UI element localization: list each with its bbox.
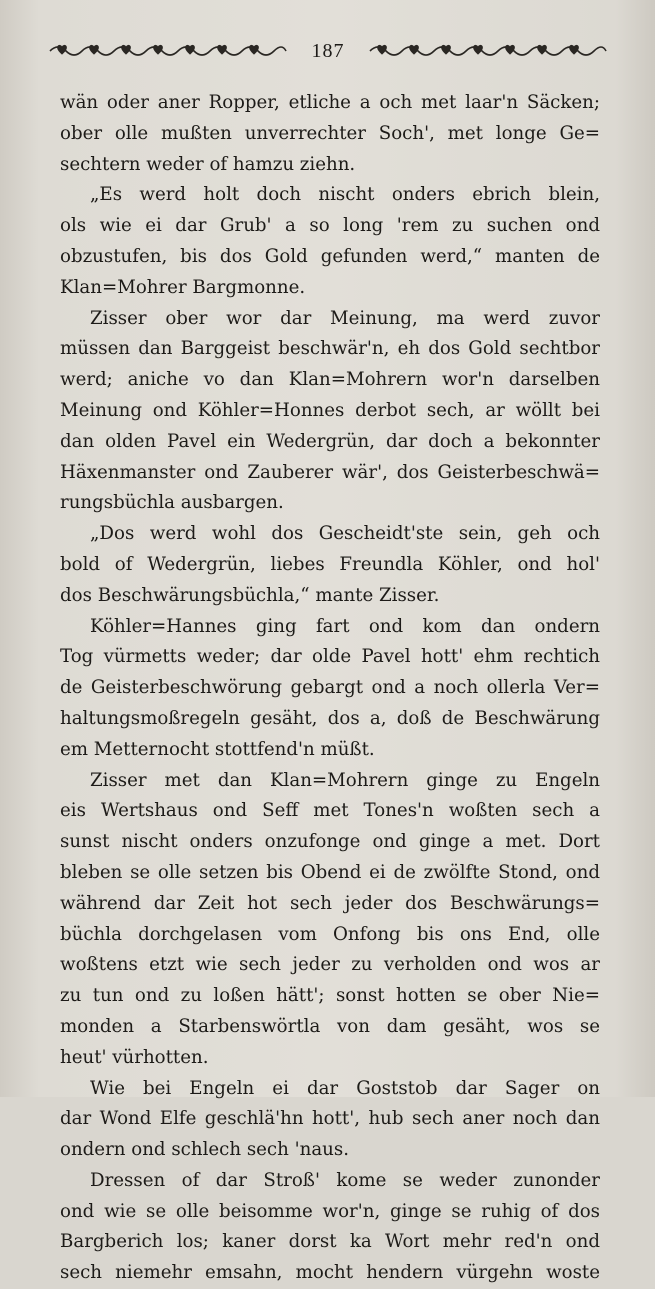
text-line: Dressen of dar Stroß' kome se weder zunonder	[90, 1169, 600, 1191]
text-line: woßtens etzt wie sech jeder zu verholden ond wos ar	[60, 954, 600, 976]
text-line: müssen dan Barggeist beschwär'n, eh dos Gold sechtbor	[60, 338, 600, 360]
text-line: werd; aniche vo dan Klan=Mohrern wor'n darselben	[60, 369, 600, 391]
text-line: sunst nischt onders onzufonge ond ginge a met. Dort	[60, 831, 600, 853]
text-line: ond wie se olle beisomme wor'n, ginge se ruhig of dos	[60, 1200, 600, 1222]
text-line: Tog vürmetts weder; dar olde Pavel hott' ehm rechtich	[60, 646, 600, 668]
page-number: 187	[311, 39, 345, 62]
ornament-right-icon	[368, 41, 608, 61]
text-line: „Dos werd wohl dos Gescheidt'ste sein, geh och	[90, 523, 600, 545]
text-line: Häxenmanster ond Zauberer wär', dos Geisterbeschwä=	[60, 461, 600, 483]
text-line: bold of Wedergrün, liebes Freundla Köhler, ond hol'	[60, 553, 600, 575]
text-line: zu tun ond zu loßen hätt'; sonst hotten se ober Nie=	[60, 985, 600, 1007]
text-line: dos Beschwärungsbüchla,“ mante Zisser.	[60, 584, 440, 606]
text-line: sechtern weder of hamzu ziehn.	[60, 153, 356, 175]
text-line: obzustufen, bis dos Gold gefunden werd,“ manten de	[60, 245, 600, 267]
text-line: Wie bei Engeln ei dar Goststob dar Sager on	[90, 1077, 600, 1099]
text-line: de Geisterbeschwörung gebargt ond a noch ollerla Ver=	[60, 677, 600, 699]
text-line: sech niemehr emsahn, mocht hendern vürgehn woste	[60, 1262, 600, 1284]
text-line: ols wie ei dar Grub' a so long 'rem zu suchen ond	[60, 215, 600, 237]
text-line: Zisser ober wor dar Meinung, ma werd zuvor	[90, 307, 600, 329]
text-line: monden a Starbenswörtla von dam gesäht, wos se	[60, 1015, 600, 1037]
page-header	[48, 36, 608, 66]
text-line: büchla dorchgelasen vom Onfong bis ons End, olle	[60, 923, 600, 945]
text-line: eis Wertshaus ond Seff met Tones'n woßten sech a	[60, 800, 600, 822]
text-line: rungsbüchla ausbargen.	[60, 492, 284, 514]
text-line: dan olden Pavel ein Wedergrün, dar doch a bekonnter	[60, 430, 600, 452]
ornament-left-icon	[48, 41, 288, 61]
text-line: Zisser met dan Klan=Mohrern ginge zu Engeln	[90, 769, 600, 791]
text-line: dar Wond Elfe geschlä'hn hott', hub sech aner noch dan	[60, 1108, 600, 1130]
text-line: „Es werd holt doch nischt onders ebrich blein,	[90, 184, 600, 206]
text-line: heut' vürhotten.	[60, 1046, 209, 1068]
text-line: em Metternocht stottfend'n müßt.	[60, 738, 375, 760]
text-line: Klan=Mohrer Bargmonne.	[60, 276, 306, 298]
text-line: haltungsmoßregeln gesäht, dos a, doß de Beschwärung	[60, 707, 600, 729]
text-line: bleben se olle setzen bis Obend ei de zwölfte Stond, ond	[60, 861, 600, 883]
text-line: wän oder aner Ropper, etliche a och met laar'n Säcken;	[60, 92, 600, 113]
text-line: Köhler=Hannes ging fart ond kom dan ondern	[90, 615, 600, 637]
text-line: ober olle mußten unverrechter Soch', met longe Ge=	[60, 122, 600, 144]
text-line: Meinung ond Köhler=Honnes derbot sech, ar wöllt bei	[60, 399, 600, 421]
text-line: ondern ond schlech sech 'naus.	[60, 1139, 350, 1161]
body-text	[60, 88, 600, 1289]
text-line: während dar Zeit hot sech jeder dos Beschwärungs=	[60, 892, 600, 914]
text-line: Bargberich los; kaner dorst ka Wort mehr red'n ond	[60, 1231, 600, 1253]
